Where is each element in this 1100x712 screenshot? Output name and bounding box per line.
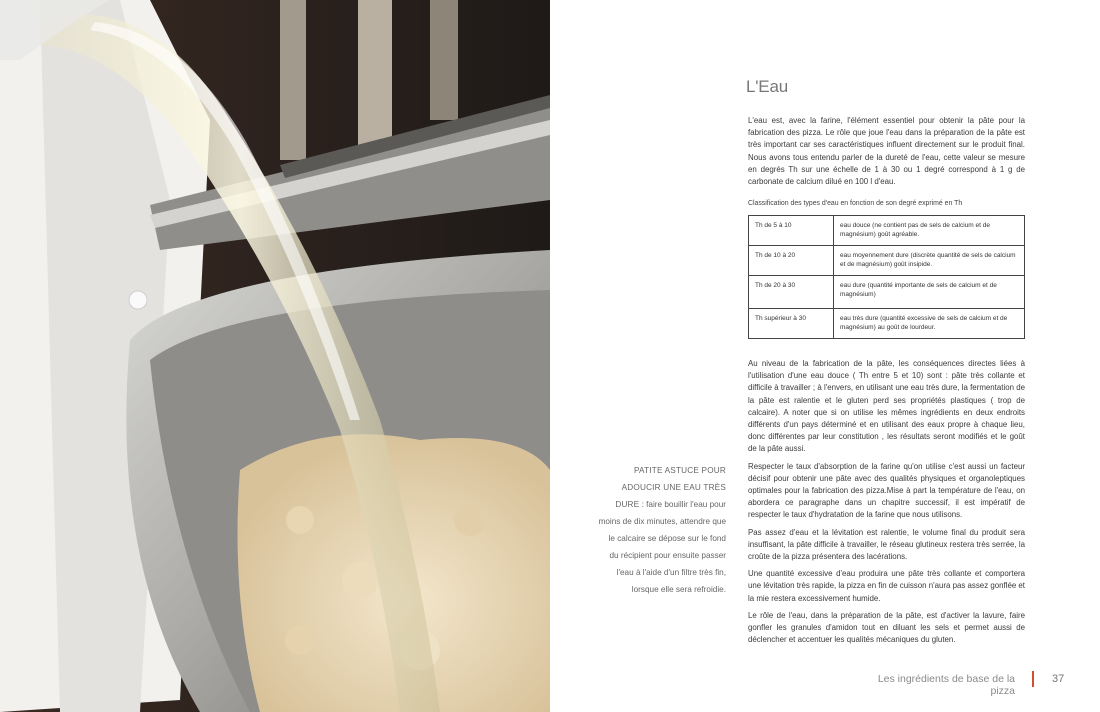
table-row — [749, 309, 1025, 339]
table-row — [749, 276, 1025, 309]
body-paragraph: Le rôle de l'eau, dans la préparation de la pâte, est d'activer la lavure, faire gonfler les granules d'amidon tout en diluant les sels et permet aussi de déclencher et accentuer les qualités mécaniques du gluten. — [748, 610, 1025, 645]
side-note-tip — [598, 462, 726, 598]
footer-accent-bar — [1032, 671, 1034, 687]
table-cell-description: eau dure (quantité importante de sels de calcium et de magnésium) — [834, 276, 1025, 309]
table-cell-range: Th de 10 à 20 — [749, 246, 834, 276]
table-cell-description: eau très dure (quantité excessive de sels de calcium et de magnésium) au goût de lourdeur. — [834, 309, 1025, 339]
table-cell-range: Th supérieur à 30 — [749, 309, 834, 339]
table-cell-range: Th de 20 à 30 — [749, 276, 834, 309]
table-cell-description: eau moyennement dure (discrète quantité de sels de calcium et de magnésium) goût insipide. — [834, 246, 1025, 276]
body-text — [748, 358, 1025, 651]
intro-paragraph: L'eau est, avec la farine, l'élément essentiel pour obtenir la pâte pour la fabrication des pizza. Le rôle que joue l'eau dans la préparation de la pâte est très important car ses caractéristiques influent directement sur le produit final. Nous avons tous entendu parler de la dureté de l'eau, cette valeur se mesure en degrés Th sur une échelle de 1 à 30 ou 1 degré correspond à 1 g de carbonate de calcium dilué en 100 l d'eau. — [748, 116, 1025, 187]
table-row — [749, 216, 1025, 246]
table-row — [749, 246, 1025, 276]
table-cell-description: eau douce (ne contient pas de sels de calcium et de magnésium) goût agréable. — [834, 216, 1025, 246]
page-title: L'Eau — [746, 77, 788, 96]
side-note-heading: PATITE ASTUCE POUR ADOUCIR UNE EAU TRÈS DURE — [615, 466, 726, 509]
footer-chapter-title: Les ingrédients de base de la pizza — [877, 673, 1015, 697]
body-paragraph: Au niveau de la fabrication de la pâte, les conséquences directes liées à l'utilisation d'une eau douce ( Th entre 5 et 10) sont : pâte très collante et difficile à travailler ; à l'envers, en utilisant une eau très dure, la fermentation de la pâte est ralentie et le gluten perd ses propriétés plastiques ( trop de calcaire). A noter que si on utilise les mêmes ingrédients en deux endroits différents d'un pays déterminé et en utilisant des eaux propre à chaque lieu, donc différentes par leur constitution , les résultats seront modifiés et le goût de la pâte aussi. — [748, 359, 1025, 454]
body-paragraph: Une quantité excessive d'eau produira une pâte très collante et comportera une lévitation très rapide, la pizza en fin de cuisson n'aura pas assez gonflée et la mie restera excessivement humide. — [748, 569, 1025, 603]
table-caption: Classification des types d'eau en fonction de son degré exprimé en Th — [748, 200, 963, 207]
page-number: 37 — [1052, 673, 1065, 685]
body-paragraph: Respecter le taux d'absorption de la farine qu'on utilise c'est aussi un facteur décisif pour obtenir une pâte avec des qualités physiques et organoleptiques optimales pour la fabrication des pizza.Mise à part la température de l'eau, on abordera ce paragraphe dans un chapitre successif, il est impératif de respecter le taux d'hydratation de la farine que nous utilisons. — [748, 461, 1025, 520]
water-classification-table — [748, 215, 1025, 339]
table-cell-range: Th de 5 à 10 — [749, 216, 834, 246]
body-paragraph: Pas assez d'eau et la lévitation est ralentie, le volume final du produit sera insuffisant, la pâte difficile à travailler, le réseau glutineux restera très serrée, la croûte de la pizza présentera des lacérations. — [748, 527, 1025, 562]
side-note-text: : faire bouillir l'eau pour moins de dix minutes, attendre que le calcaire se dépose sur le fond du récipient pour ensuite passer l'eau à l'aide d'un filtre très fin, lorsque elle sera refroidie. — [598, 500, 726, 594]
